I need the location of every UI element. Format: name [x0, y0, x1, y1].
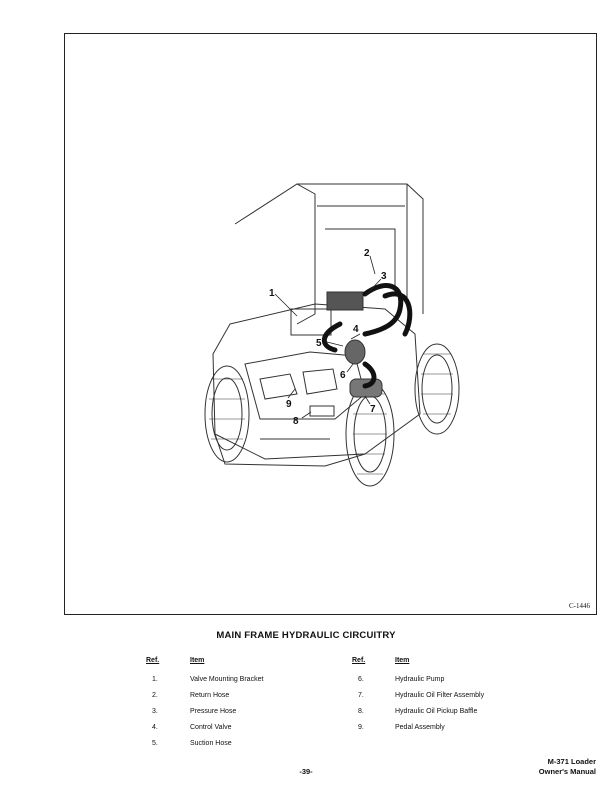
valve-mounting-bracket — [291, 309, 331, 335]
callout-5: 5 — [316, 338, 322, 349]
ref-column-left — [146, 657, 176, 754]
left-upright — [235, 184, 315, 324]
ref-header: Ref. — [352, 657, 366, 664]
item-header: Item — [395, 657, 410, 664]
ref-header: Ref. — [146, 657, 160, 664]
ref-cell: 9. — [358, 724, 364, 731]
item-cell: Return Hose — [190, 692, 230, 699]
callout-4: 4 — [353, 324, 359, 335]
loader-hydraulic-illustration — [65, 34, 598, 616]
figure-code: C-1446 — [569, 602, 590, 610]
ref-cell: 1. — [152, 676, 158, 683]
right-pedal — [303, 369, 337, 394]
item-cell: Pedal Assembly — [395, 724, 445, 731]
callout-8: 8 — [293, 416, 299, 427]
suction-hose — [324, 324, 340, 350]
figure-caption: MAIN FRAME HYDRAULIC CIRCUITRY — [216, 630, 396, 641]
item-cell: Hydraulic Oil Filter Assembly — [395, 692, 485, 699]
manual-line: Owner's Manual — [538, 767, 596, 776]
ref-cell: 6. — [358, 676, 364, 683]
item-cell: Valve Mounting Bracket — [190, 676, 264, 683]
hydraulic-pump — [345, 340, 365, 364]
ref-column-right — [352, 657, 382, 738]
callout-1: 1 — [269, 288, 275, 299]
callout-2: 2 — [364, 248, 370, 259]
pickup-baffle — [310, 406, 334, 416]
item-header: Item — [190, 657, 205, 664]
page-number: -39- — [299, 767, 313, 776]
callout-7: 7 — [370, 404, 376, 415]
item-cell: Hydraulic Pump — [395, 676, 445, 683]
item-cell: Hydraulic Oil Pickup Baffle — [395, 708, 478, 715]
ref-cell: 4. — [152, 724, 158, 731]
item-cell: Control Valve — [190, 724, 232, 731]
callout-3: 3 — [381, 271, 387, 282]
callout-9: 9 — [286, 399, 292, 410]
illustration-frame — [64, 33, 597, 615]
callout-6: 6 — [340, 370, 346, 381]
item-cell: Pressure Hose — [190, 708, 237, 715]
left-pedal — [260, 374, 297, 399]
ref-cell: 8. — [358, 708, 364, 715]
model-line: M-371 Loader — [547, 757, 596, 766]
item-column-right — [395, 657, 565, 738]
item-column-left — [190, 657, 330, 754]
ref-cell: 3. — [152, 708, 158, 715]
item-cell: Suction Hose — [190, 740, 232, 747]
ref-cell: 2. — [152, 692, 158, 699]
ref-cell: 5. — [152, 740, 158, 747]
ref-cell: 7. — [358, 692, 364, 699]
control-valve — [327, 292, 363, 310]
